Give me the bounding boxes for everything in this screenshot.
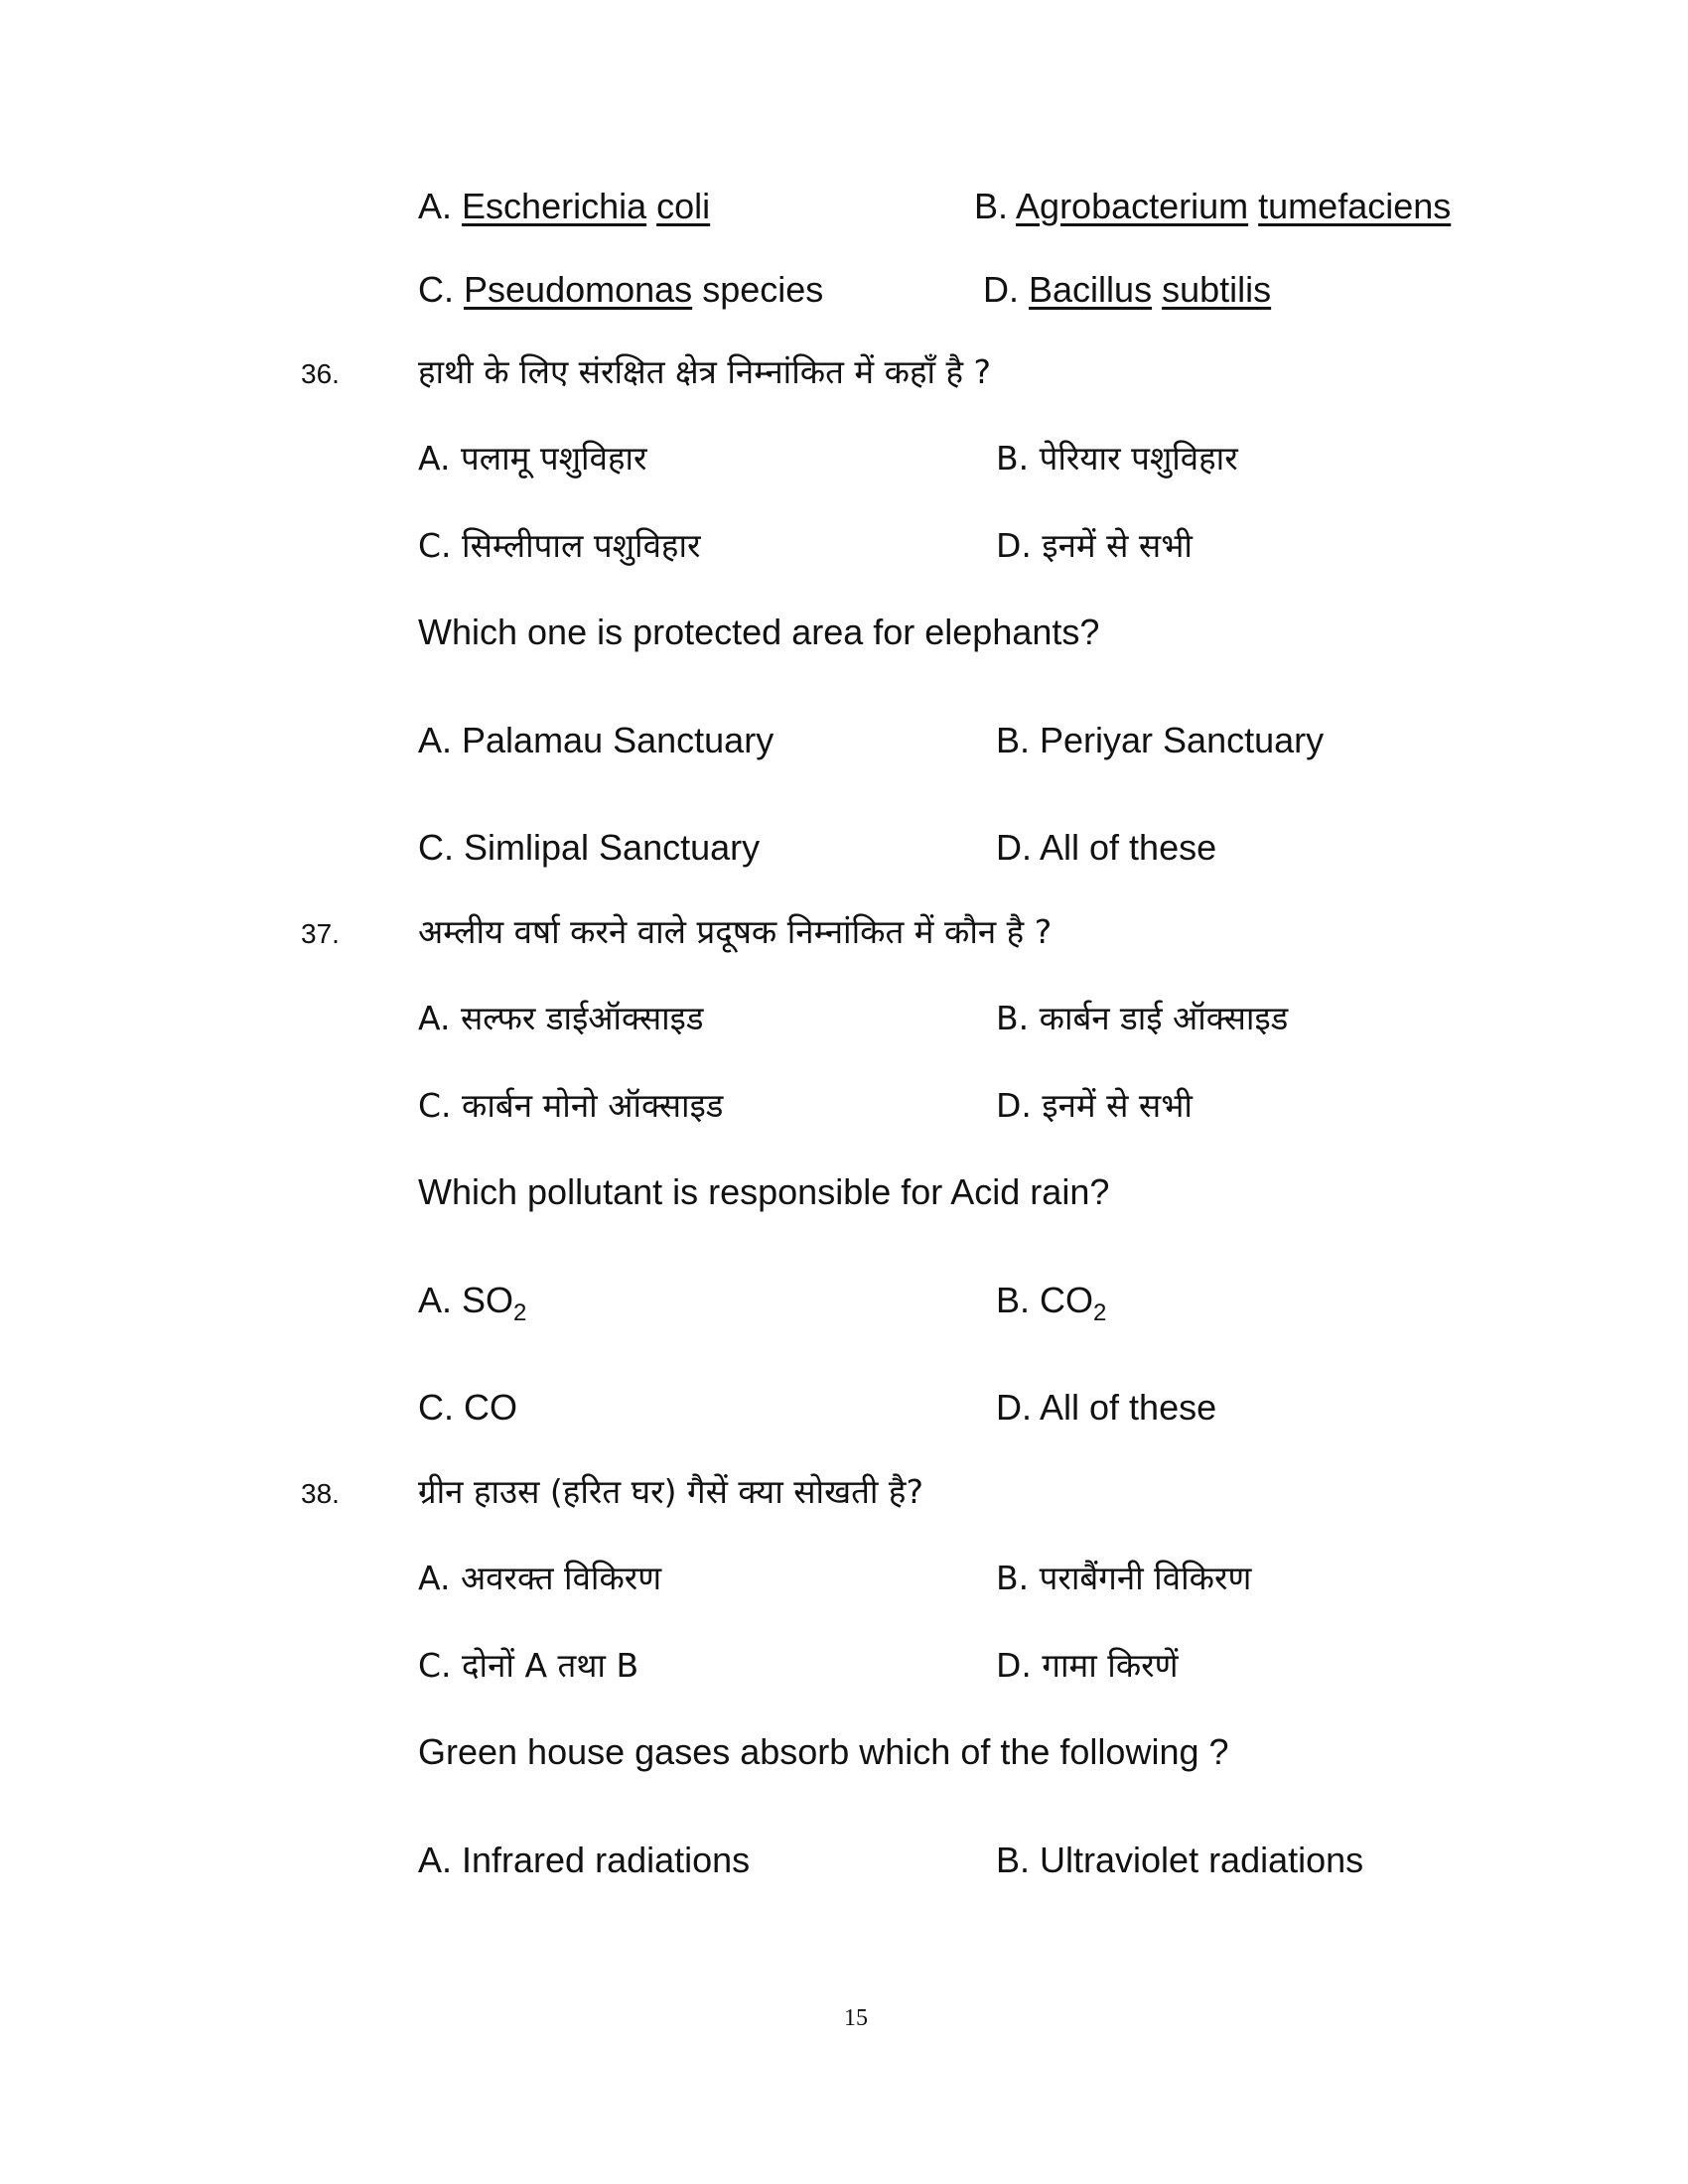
q36-english-option-a: A. Palamau Sanctuary	[418, 720, 774, 760]
q36-english-option-c: C. Simlipal Sanctuary	[418, 827, 761, 868]
q36-english-question: Which one is protected area for elephants?	[418, 612, 1100, 652]
q37-hindi-option-d: D. इनमें से सभी	[996, 1086, 1193, 1125]
q36-hindi-option-b: B. पेरियार पशुविहार	[996, 439, 1238, 478]
q38-hindi-question: ग्रीन हाउस (हरित घर) गैसें क्या सोखती है?	[418, 1472, 923, 1511]
q38-hindi-option-a: A. अवरक्त विकिरण	[418, 1559, 662, 1597]
q35-option-b: B. Agrobacterium tumefaciens	[974, 186, 1452, 226]
question-number: 37.	[301, 918, 340, 949]
q36-english-option-b: B. Periyar Sanctuary	[996, 720, 1325, 760]
q38-hindi-option-d: D. गामा किरणें	[996, 1646, 1179, 1685]
q36-hindi-question: हाथी के लिए संरक्षित क्षेत्र निम्नांकित में कहाँ है ?	[418, 352, 992, 391]
q38-hindi-option-c: C. दोनों A तथा B	[418, 1646, 639, 1685]
q37-hindi-option-b: B. कार्बन डाई ऑक्साइड	[996, 999, 1289, 1037]
q37-english-option-a: A. $SO_2$	[418, 1280, 527, 1327]
q37-hindi-option-a: A. सल्फर डाईऑक्साइड	[418, 999, 704, 1037]
question-number: 38.	[301, 1478, 340, 1509]
q38-english-question: Green house gases absorb which of the following ?	[418, 1731, 1229, 1772]
page-number: 15	[844, 2005, 868, 2031]
q37-english-question: Which pollutant is responsible for Acid rain?	[418, 1171, 1110, 1212]
question-number: 36.	[301, 358, 340, 389]
q35-option-c: C. Pseudomonas species	[418, 269, 824, 310]
q36-hindi-option-d: D. इनमें से सभी	[996, 526, 1193, 565]
q36-hindi-option-a: A. पलामू पशुविहार	[418, 439, 647, 478]
q37-english-option-d: D. All of these	[996, 1387, 1217, 1428]
q36-english-option-d: D. All of these	[996, 827, 1217, 868]
q37-hindi-option-c: C. कार्बन मोनो ऑक्साइड	[418, 1086, 724, 1125]
q36-hindi-option-c: C. सिम्लीपाल पशुविहार	[418, 526, 701, 565]
q38-english-option-b: B. Ultraviolet radiations	[996, 1840, 1364, 1880]
q38-english-option-a: A. Infrared radiations	[418, 1840, 751, 1880]
q37-english-option-b: B. $CO_2$	[996, 1280, 1107, 1327]
q35-option-a: A. Escherichia coli	[418, 186, 711, 226]
q35-option-d: D. Bacillus subtilis	[983, 269, 1272, 310]
q38-hindi-option-b: B. पराबैंगनी विकिरण	[996, 1559, 1252, 1597]
q37-english-option-c: C. CO	[418, 1387, 518, 1428]
q37-hindi-question: अम्लीय वर्षा करने वाले प्रदूषक निम्नांकित में कौन है ?	[418, 912, 1053, 951]
